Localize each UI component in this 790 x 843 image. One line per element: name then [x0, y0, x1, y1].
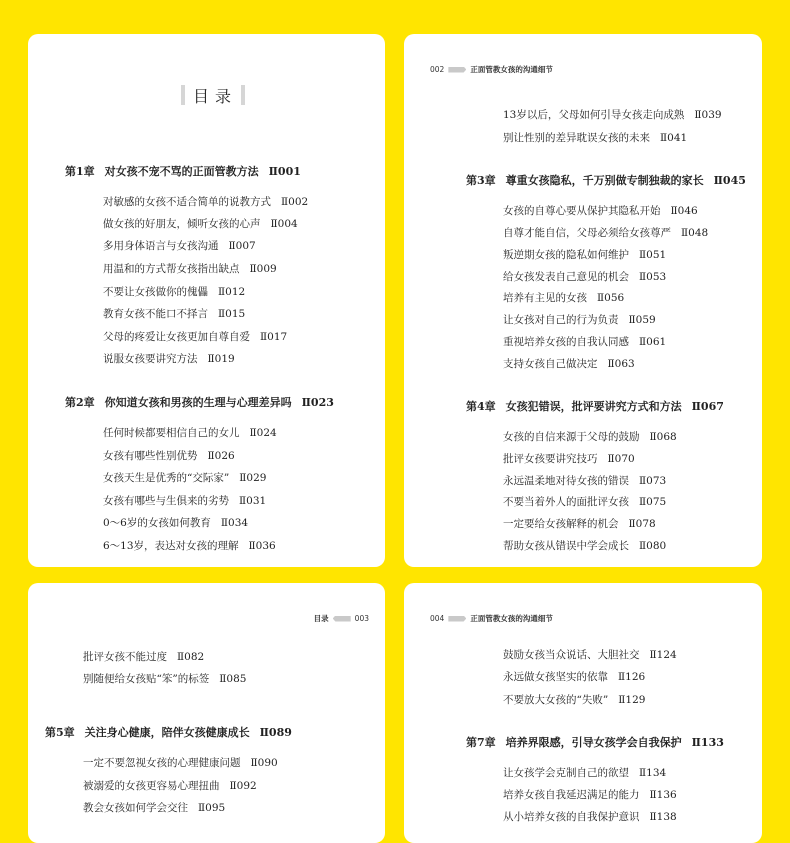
entry-page: Ⅱ063: [607, 358, 635, 370]
entry-title: 别让性别的差异耽误女孩的未来: [503, 132, 650, 144]
toc-entry: [103, 494, 266, 508]
toc-entry: [503, 495, 666, 509]
header-book-title: 目录: [313, 614, 329, 623]
entry-title: 13岁以后，父母如何引导女孩走向成熟: [503, 109, 685, 121]
entry-title: 从小培养女孩的自我保护意识: [503, 811, 640, 823]
chapter-title: 对女孩不宠不骂的正面管教方法: [104, 165, 259, 178]
toc-entry: [103, 449, 235, 463]
header-page-number: 002: [430, 65, 445, 74]
entry-page: Ⅱ031: [239, 495, 267, 507]
entry-page: Ⅱ090: [250, 757, 278, 769]
chapter-page: Ⅱ001: [268, 165, 301, 178]
toc-page-2: [404, 34, 762, 567]
entry-title: 帮助女孩从错误中学会成长: [503, 540, 629, 552]
chapter-heading: [65, 165, 301, 179]
toc-entry: [503, 357, 635, 371]
toc-entry: [503, 452, 635, 466]
toc-entry: [503, 670, 645, 684]
running-header: [314, 613, 369, 624]
toc-entry: [503, 248, 666, 262]
toc-entry: [503, 226, 708, 240]
entry-page: Ⅱ126: [618, 671, 646, 683]
header-book-title: 正面管教女孩的沟通细节: [470, 614, 553, 623]
entry-title: 给女孩发表自己意见的机会: [503, 271, 629, 283]
entry-page: Ⅱ036: [248, 540, 276, 552]
entry-title: 女孩天生是优秀的“交际家”: [103, 472, 230, 484]
running-header: [430, 64, 553, 75]
entry-page: Ⅱ053: [639, 271, 667, 283]
toc-page-1: [28, 34, 385, 567]
toc-entry: [103, 285, 245, 299]
chapter-page: Ⅱ045: [713, 174, 746, 187]
entry-page: Ⅱ073: [639, 475, 667, 487]
chapter-page: Ⅱ133: [691, 736, 724, 749]
chapter-title: 女孩犯错误，批评要讲究方式和方法: [505, 400, 682, 413]
entry-title: 不要当着外人的面批评女孩: [503, 496, 629, 508]
entry-page: Ⅱ129: [618, 694, 646, 706]
entry-title: 0～6岁的女孩如何教育: [103, 517, 211, 529]
entry-page: Ⅱ007: [228, 240, 256, 252]
chapter-heading: [45, 726, 292, 740]
entry-page: Ⅱ026: [207, 450, 235, 462]
entry-title: 永远做女孩坚实的依靠: [503, 671, 608, 683]
toc-entry: [503, 517, 656, 531]
entry-title: 批评女孩不能过度: [83, 651, 167, 663]
entry-title: 任何时候都要相信自己的女儿: [103, 427, 240, 439]
chapter-page: Ⅱ067: [691, 400, 724, 413]
entry-title: 让女孩学会克制自己的欲望: [503, 767, 629, 779]
chapter-heading: [466, 174, 746, 188]
toc-entry: [503, 270, 666, 284]
title-bar-left: [181, 85, 185, 105]
entry-title: 女孩有哪些与生俱来的劣势: [103, 495, 229, 507]
entry-title: 让女孩对自己的行为负责: [503, 314, 619, 326]
entry-page: Ⅱ136: [649, 789, 677, 801]
entry-title: 6～13岁，表达对女孩的理解: [103, 540, 239, 552]
toc-entry: [103, 330, 287, 344]
header-page-number: 003: [354, 614, 369, 623]
header-tag-shape: [448, 616, 466, 622]
toc-entry: [503, 131, 687, 145]
toc-title-text: 目录: [193, 86, 238, 106]
entry-title: 永远温柔地对待女孩的错误: [503, 475, 629, 487]
entry-page: Ⅱ082: [177, 651, 205, 663]
header-page-number: 004: [430, 614, 445, 623]
entry-page: Ⅱ041: [660, 132, 688, 144]
toc-entry: [103, 352, 235, 366]
toc-entry: [503, 313, 656, 327]
toc-page-3: [28, 583, 385, 843]
entry-page: Ⅱ078: [628, 518, 656, 530]
toc-entry: [503, 788, 677, 802]
entry-title: 叛逆期女孩的隐私如何维护: [503, 249, 629, 261]
entry-page: Ⅱ002: [281, 196, 309, 208]
entry-title: 自尊才能自信，父母必须给女孩尊严: [503, 227, 671, 239]
entry-title: 重视培养女孩的自我认同感: [503, 336, 629, 348]
header-tag-shape: [333, 616, 351, 622]
chapter-number: 第2章: [65, 396, 95, 409]
chapter-number: 第4章: [466, 400, 496, 413]
chapter-number: 第1章: [65, 165, 95, 178]
entry-title: 女孩有哪些性别优势: [103, 450, 198, 462]
running-header: [430, 613, 553, 624]
header-tag-shape: [448, 67, 466, 73]
entry-page: Ⅱ017: [260, 331, 288, 343]
toc-entry: [503, 474, 666, 488]
toc-entry: [83, 672, 246, 686]
entry-title: 多用身体语言与女孩沟通: [103, 240, 219, 252]
entry-page: Ⅱ070: [607, 453, 635, 465]
entry-page: Ⅱ039: [694, 109, 722, 121]
entry-page: Ⅱ019: [207, 353, 235, 365]
entry-page: Ⅱ068: [649, 431, 677, 443]
chapter-title: 你知道女孩和男孩的生理与心理差异吗: [104, 396, 292, 409]
entry-title: 支持女孩自己做决定: [503, 358, 598, 370]
entry-page: Ⅱ080: [639, 540, 667, 552]
entry-page: Ⅱ024: [249, 427, 277, 439]
entry-page: Ⅱ095: [198, 802, 226, 814]
header-book-title: 正面管教女孩的沟通细节: [470, 65, 553, 74]
entry-page: Ⅱ029: [239, 472, 267, 484]
toc-entry: [103, 426, 277, 440]
entry-page: Ⅱ075: [639, 496, 667, 508]
entry-page: Ⅱ056: [597, 292, 625, 304]
toc-entry: [83, 779, 257, 793]
entry-page: Ⅱ051: [639, 249, 667, 261]
entry-page: Ⅱ134: [639, 767, 667, 779]
toc-entry: [503, 693, 645, 707]
entry-title: 培养女孩自我延迟满足的能力: [503, 789, 640, 801]
toc-entry: [103, 262, 277, 276]
entry-title: 说服女孩要讲究方法: [103, 353, 198, 365]
entry-title: 被溺爱的女孩更容易心理扭曲: [83, 780, 220, 792]
toc-entry: [503, 108, 722, 122]
entry-title: 别随便给女孩贴“笨”的标签: [83, 673, 210, 685]
chapter-number: 第3章: [466, 174, 496, 187]
toc-entry: [503, 648, 677, 662]
entry-title: 教会女孩如何学会交往: [83, 802, 188, 814]
entry-page: Ⅱ138: [649, 811, 677, 823]
chapter-title: 尊重女孩隐私，千万别做专制独裁的家长: [505, 174, 704, 187]
entry-title: 对敏感的女孩不适合简单的说教方式: [103, 196, 271, 208]
toc-entry: [503, 539, 666, 553]
entry-page: Ⅱ048: [681, 227, 709, 239]
toc-entry: [503, 291, 624, 305]
entry-title: 用温和的方式帮女孩指出缺点: [103, 263, 240, 275]
entry-title: 一定要给女孩解释的机会: [503, 518, 619, 530]
entry-page: Ⅱ061: [639, 336, 667, 348]
entry-page: Ⅱ012: [218, 286, 246, 298]
entry-title: 不要放大女孩的“失败”: [503, 694, 609, 706]
entry-page: Ⅱ009: [249, 263, 277, 275]
entry-page: Ⅱ092: [229, 780, 257, 792]
chapter-page: Ⅱ089: [259, 726, 292, 739]
toc-entry: [83, 801, 225, 815]
toc-entry: [103, 516, 248, 530]
toc-entry: [83, 756, 278, 770]
toc-entry: [103, 307, 245, 321]
toc-entry: [103, 539, 276, 553]
entry-page: Ⅱ046: [670, 205, 698, 217]
chapter-title: 培养界限感，引导女孩学会自我保护: [505, 736, 682, 749]
entry-page: Ⅱ124: [649, 649, 677, 661]
chapter-number: 第7章: [466, 736, 496, 749]
title-bar-right: [241, 85, 245, 105]
chapter-heading: [466, 736, 724, 750]
chapter-number: 第5章: [45, 726, 75, 739]
entry-title: 培养有主见的女孩: [503, 292, 587, 304]
toc-entry: [103, 195, 308, 209]
toc-entry: [503, 766, 666, 780]
toc-entry: [83, 650, 204, 664]
chapter-title: 关注身心健康，陪伴女孩健康成长: [84, 726, 250, 739]
entry-title: 一定不要忽视女孩的心理健康问题: [83, 757, 241, 769]
chapter-heading: [466, 400, 724, 414]
chapter-page: Ⅱ023: [301, 396, 334, 409]
toc-entry: [503, 335, 666, 349]
entry-title: 批评女孩要讲究技巧: [503, 453, 598, 465]
chapter-heading: [65, 396, 334, 410]
toc-entry: [503, 204, 698, 218]
entry-title: 不要让女孩做你的傀儡: [103, 286, 208, 298]
entry-page: Ⅱ034: [220, 517, 249, 529]
toc-entry: [503, 430, 677, 444]
entry-title: 女孩的自信来源于父母的鼓励: [503, 431, 640, 443]
entry-page: Ⅱ059: [628, 314, 656, 326]
toc-page-4: [404, 583, 762, 843]
entry-page: Ⅱ085: [219, 673, 247, 685]
toc-entry: [103, 217, 298, 231]
entry-title: 做女孩的好朋友，倾听女孩的心声: [103, 218, 261, 230]
entry-title: 父母的疼爱让女孩更加自尊自爱: [103, 331, 250, 343]
toc-entry: [103, 239, 256, 253]
entry-title: 女孩的自尊心要从保护其隐私开始: [503, 205, 661, 217]
entry-title: 鼓励女孩当众说话、大胆社交: [503, 649, 640, 661]
toc-entry: [103, 471, 266, 485]
toc-title: [181, 84, 245, 106]
entry-title: 教育女孩不能口不择言: [103, 308, 208, 320]
entry-page: Ⅱ004: [270, 218, 298, 230]
entry-page: Ⅱ015: [218, 308, 246, 320]
